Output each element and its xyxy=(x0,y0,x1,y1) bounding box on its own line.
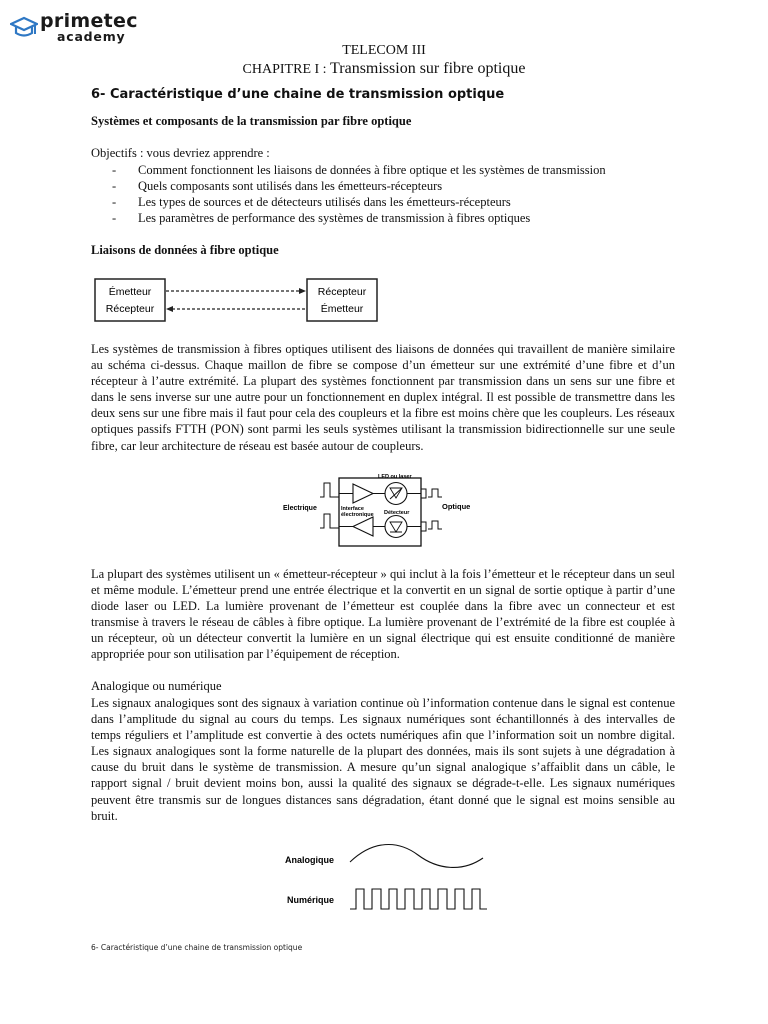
analog-heading: Analogique ou numérique xyxy=(91,679,222,693)
paragraph-analog-digital: Les signaux analogiques sont des signaux à variation continue où l’information contenue dans le signal est contenue dans l’amplitude du signal au cours du temps. Les signaux numériques sont échantillonnés à des intervalles de temps réguliers et l’amplitude est convertie à des octets numériques afin que l’information soit un nombre digital. Les signaux analogiques sont la forme naturelle de la plupart des données, mais ils sont sujets à une dégradation à cause du bruit dans le système de transmission. A mesure qu’un signal analogique s’affaiblit dans un câble, le rapport signal / bruit devient moins bon, aussi la qualité des signaux se dégrade-t-elle. Les signaux numériques peuvent être transmis sur de longues distances sans dégradation, étant donné que le signal est moins sensible au bruit. xyxy=(91,696,675,823)
graduation-cap-icon xyxy=(10,16,38,40)
receiver-amp-icon xyxy=(353,517,373,536)
link-diagram xyxy=(94,276,379,324)
page-footer: 6- Caractéristique d’une chaine de transmission optique xyxy=(91,943,303,952)
detector-icon xyxy=(385,516,407,538)
left-top-label: Émetteur xyxy=(108,286,152,298)
objective-text: Quels composants sont utilisés dans les émetteurs-récepteurs xyxy=(138,179,443,193)
right-bottom-label: Émetteur xyxy=(320,303,364,315)
interface-label-2: électronique xyxy=(341,512,374,518)
optique-label: Optique xyxy=(442,502,471,511)
optical-out-pulse xyxy=(428,489,442,497)
driver-amp-icon xyxy=(353,484,373,503)
analog-wave xyxy=(350,845,483,868)
subtitle: Systèmes et composants de la transmission par fibre optique xyxy=(91,114,412,128)
analog-label: Analogique xyxy=(285,855,334,865)
chapter-prefix: CHAPITRE I : xyxy=(242,62,331,77)
list-item: - Les paramètres de performance des systèmes de transmission à fibres optiques xyxy=(112,211,531,225)
right-top-label: Récepteur xyxy=(317,286,367,298)
objectives-list xyxy=(112,162,606,226)
return-arrow-icon xyxy=(166,306,173,312)
section-title: 6- Caractéristique d’une chaine de transmission optique xyxy=(91,87,505,102)
rx-connector xyxy=(421,522,426,531)
brand-sub: academy xyxy=(57,29,126,44)
chapter-title xyxy=(0,60,768,78)
led-label: LED ou laser xyxy=(378,474,412,480)
list-item: - Les types de sources et de détecteurs utilisés dans les émetteurs-récepteurs xyxy=(112,195,511,209)
tx-connector xyxy=(421,489,426,498)
course-title: TELECOM III xyxy=(342,43,426,58)
objective-text: Les types de sources et de détecteurs utilisés dans les émetteurs-récepteurs xyxy=(138,195,511,209)
objective-text: Comment fonctionnent les liaisons de données à fibre optique et les systèmes de transmission xyxy=(138,163,606,177)
digital-wave xyxy=(350,889,487,909)
brand-name: primetec xyxy=(40,10,138,32)
left-bottom-label: Récepteur xyxy=(105,303,155,315)
output-pulse xyxy=(320,514,339,528)
electrique-label: Electrique xyxy=(283,505,317,512)
optical-in-pulse xyxy=(428,521,442,529)
interface-label-1: Interface xyxy=(341,506,364,512)
liaisons-heading: Liaisons de données à fibre optique xyxy=(91,243,279,257)
chapter-name: Transmission sur fibre optique xyxy=(330,60,526,77)
paragraph-liaisons: Les systèmes de transmission à fibres optiques utilisent des liaisons de données qui travaillent de manière similaire au schéma ci-dessus. Chaque maillon de fibre se compose d’un émetteur sur une extrémité d’une fibre et d’un récepteur à l’autre extrémité. La plupart des systèmes fonctionnent par transmission dans un sens sur une fibre et dans le sens inverse sur une autre pour un fonctionnement en duplex intégral. Il est possible de transmettre dans les deux sens sur une fibre mais il faut pour cela des coupleurs et la fibre est moins chère que les coupleurs. Les réseaux optiques passifs FTTH (PON) sont parmi les seuls systèmes utilisant la transmission bidirectionnelle sur une seule fibre, car leur architecture de réseau est basée autour de coupleurs. xyxy=(91,342,675,453)
objectives-intro: Objectifs : vous devriez apprendre : xyxy=(91,146,270,160)
brand-logo xyxy=(10,12,160,46)
objective-text: Les paramètres de performance des systèmes de transmission à fibres optiques xyxy=(138,211,531,225)
signal-diagram xyxy=(283,840,493,915)
transceiver-diagram xyxy=(282,470,482,550)
list-item: - Quels composants sont utilisés dans les émetteurs-récepteurs xyxy=(112,179,443,193)
digital-label: Numérique xyxy=(287,895,335,905)
list-item: - Comment fonctionnent les liaisons de données à fibre optique et les systèmes de transmission xyxy=(112,163,606,177)
paragraph-transceiver: La plupart des systèmes utilisent un « émetteur-récepteur » qui inclut à la fois l’émetteur et le récepteur dans un seul et même module. L’émetteur prend une entrée électrique et la convertit en un signal de sortie optique à partir d’une diode laser ou LED. La lumière provenant de l’émetteur est couplée dans la fibre avec un connecteur et est transmise à travers le réseau de câbles à fibre optique. La lumière provenant de l’extrémité de la fibre est couplée à un récepteur, où un détecteur convertit la lumière en un signal électrique qui est ensuite conditionné de manière appropriée pour son utilisation par l’équipement de réception. xyxy=(91,567,675,662)
forward-arrow-icon xyxy=(299,288,306,294)
detecteur-label: Détecteur xyxy=(384,510,410,516)
input-pulse xyxy=(320,483,339,497)
